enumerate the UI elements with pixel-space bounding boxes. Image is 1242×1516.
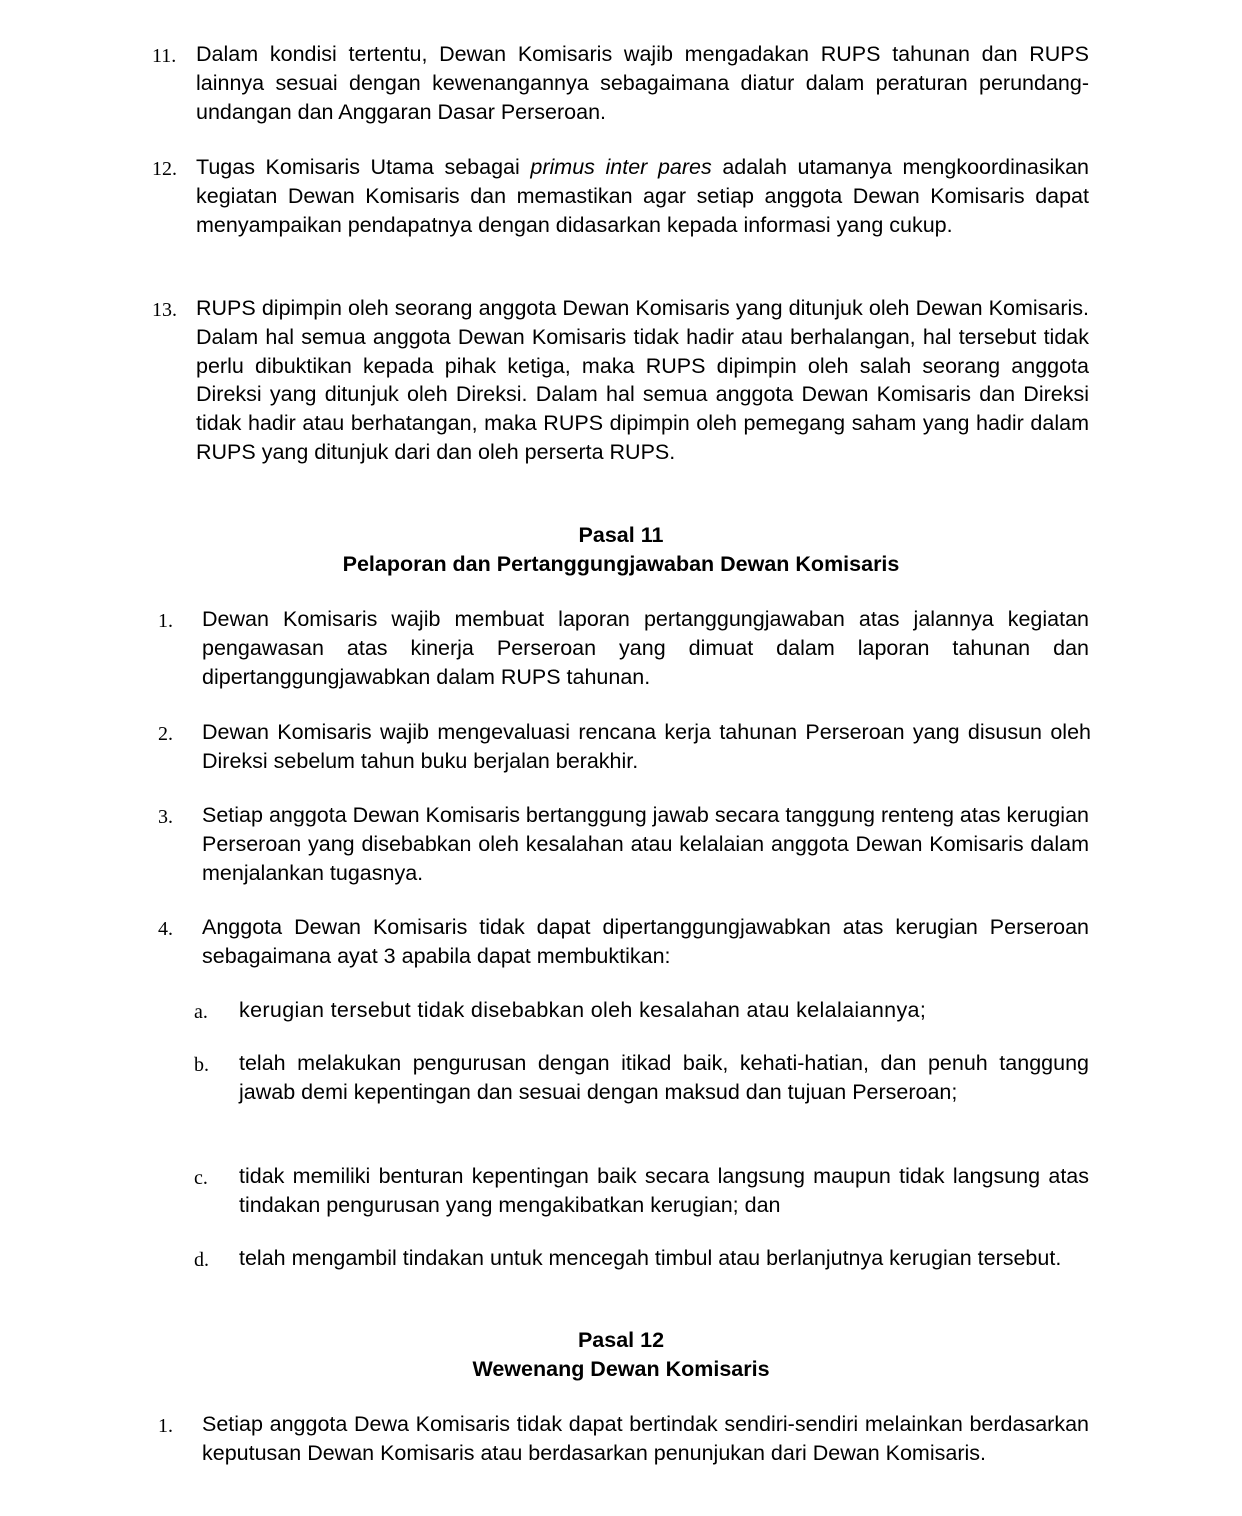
section-number: Pasal 11 [578, 523, 664, 547]
text-segment: Tugas Komisaris Utama sebagai [196, 155, 531, 179]
subitem-letter: a. [194, 1001, 208, 1023]
subitem-c-text: tidak memiliki benturan kepentingan baik secara langsung maupun tidak langsung atas tindakan pengurusan yang mengakibatkan kerugian; dan [239, 1164, 1089, 1217]
pasal11-item-3-text: Setiap anggota Dewan Komisaris bertanggung jawab secara tanggung renteng atas kerugian Perseroan yang disebabkan oleh kesalahan atau kelalaian anggota Dewan Komisaris dalam menjalankan tugasnya. [202, 803, 1089, 885]
subitem-letter: d. [194, 1249, 209, 1271]
pasal11-item-1-text: Dewan Komisaris wajib membuat laporan pertanggungjawaban atas jalannya kegiatan pengawasan atas kinerja Perseroan yang dimuat dalam laporan tahunan dan dipertanggungjawabkan dalam RUPS tahunan. [202, 607, 1089, 689]
pasal11-item-2-text: Dewan Komisaris wajib mengevaluasi rencana kerja tahunan Perseroan yang disusun oleh Direksi sebelum tahun buku berjalan berakhir. [202, 720, 1091, 773]
list-item-12-text [196, 153, 1089, 239]
item-number: 1. [158, 1415, 173, 1437]
subitem-b-text: telah melakukan pengurusan dengan itikad baik, kehati-hatian, dan penuh tanggung jawab demi kepentingan dan sesuai dengan maksud dan tujuan Perseroan; [239, 1051, 1089, 1104]
pasal11-item-4-text: Anggota Dewan Komisaris tidak dapat dipertanggungjawabkan atas kerugian Perseroan sebagaimana ayat 3 apabila dapat membuktikan: [202, 915, 1089, 968]
subitem-letter: b. [194, 1054, 209, 1076]
text-segment: adalah utamanya mengkoordinasikan kegiatan Dewan Komisaris dan memastikan agar setiap anggota Dewan Komisaris dapat menyampaikan pendapatnya dengan didasarkan kepada informasi yang cukup. [196, 155, 1089, 237]
section-number: Pasal 12 [577, 1328, 665, 1352]
list-item-13-text: RUPS dipimpin oleh seorang anggota Dewan Komisaris yang ditunjuk oleh Dewan Komisaris. Dalam hal semua anggota Dewan Komisaris tidak hadir atau berhalangan, hal tersebut tidak perlu dibuktikan kepada pihak ketiga, maka RUPS dipimpin oleh salah seorang anggota Direksi yang ditunjuk oleh Direksi. Dalam hal semua anggota Dewan Komisaris dan Direksi tidak hadir atau berhatangan, maka RUPS dipimpin oleh pemegang saham yang hadir dalam RUPS yang ditunjuk dari dan oleh perserta RUPS. [196, 296, 1089, 464]
subitem-letter: c. [194, 1167, 208, 1189]
item-number: 2. [158, 723, 173, 745]
subitem-a-text: kerugian tersebut tidak disebabkan oleh kesalahan atau kelalaiannya; [239, 998, 927, 1022]
item-number: 13. [152, 299, 177, 321]
item-number: 1. [158, 610, 173, 632]
item-number: 4. [158, 918, 173, 940]
item-number: 12. [152, 158, 177, 180]
pasal12-item-1-text: Setiap anggota Dewa Komisaris tidak dapat bertindak sendiri-sendiri melainkan berdasarkan keputusan Dewan Komisaris atau berdasarkan penunjukan dari Dewan Komisaris. [202, 1412, 1089, 1465]
item-number: 3. [158, 806, 173, 828]
section-title: Pelaporan dan Pertanggungjawaban Dewan Komisaris [342, 552, 900, 576]
subitem-d-text: telah mengambil tindakan untuk mencegah timbul atau berlanjutnya kerugian tersebut. [239, 1246, 1062, 1270]
item-number: 11. [152, 45, 177, 67]
italic-phrase: primus inter pares [530, 155, 712, 179]
section-title: Wewenang Dewan Komisaris [472, 1357, 770, 1381]
list-item-11-text: Dalam kondisi tertentu, Dewan Komisaris wajib mengadakan RUPS tahunan dan RUPS lainnya sesuai dengan kewenangannya sebagaimana diatur dalam peraturan perundang-undangan dan Anggaran Dasar Perseroan. [196, 42, 1089, 124]
